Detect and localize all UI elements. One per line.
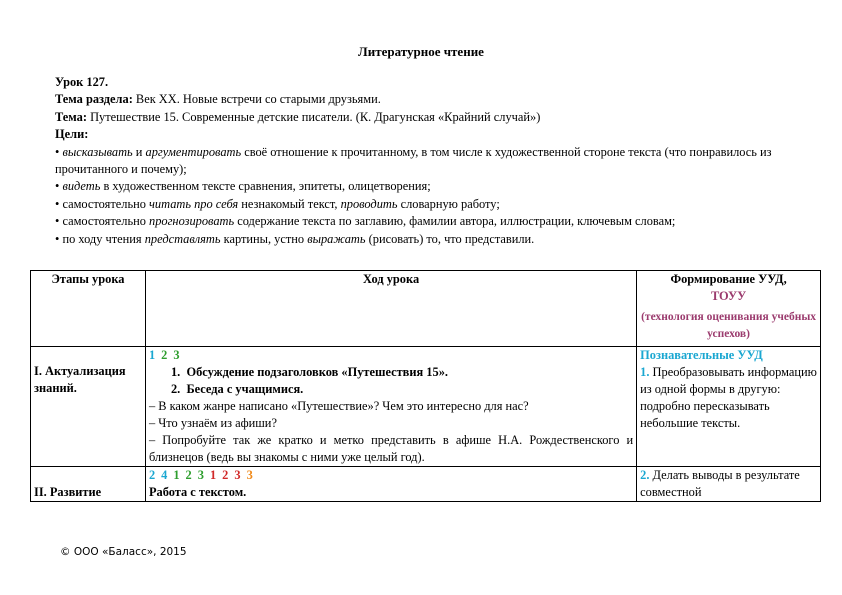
header-course: Ход урока <box>145 271 636 347</box>
stage-cell: I. Актуализация знаний. <box>31 347 146 467</box>
course-cell <box>145 347 636 467</box>
activity-list <box>149 364 633 398</box>
lesson-intro <box>55 74 790 248</box>
goals-label: Цели: <box>55 127 89 142</box>
uud-text: 2. Делать выводы в результате совместной <box>640 468 800 499</box>
uud-title: Познавательные УУД <box>640 348 763 362</box>
goal-item: • самостоятельно прогнозировать содержание текста по заглавию, фамилии автора, иллюстрации, ключевым словам; <box>55 214 676 229</box>
uud-text: 1. Преобразовывать информацию из одной формы в другую: подробно пересказывать небольшие тексты. <box>640 365 817 430</box>
goal-item: • видеть в художественном тексте сравнения, эпитеты, олицетворения; <box>55 179 431 194</box>
header-uud: Формирование УУД, ТОУУ (технология оценивания учебных успехов) <box>637 271 821 347</box>
list-item: 2. Беседа с учащимися. <box>170 382 304 396</box>
goal-item: • высказывать и аргументировать своё отношение к прочитанному, в том числе к художественной стороне текста (что понравилось из прочитанного и почему); <box>55 144 772 177</box>
work-title: Работа с текстом. <box>148 485 247 499</box>
uud-cell <box>637 347 821 467</box>
table-row <box>31 467 821 502</box>
stage-cell: II. Развитие <box>31 467 146 502</box>
topic-value: Путешествие 15. Современные детские писатели. (К. Драгунская «Крайний случай») <box>86 109 541 124</box>
question: – Попробуйте так же кратко и метко представить в афише Н.А. Рождественского и близнецов (ведь вы знакомы с ними уже целый год). <box>148 433 634 464</box>
question: – Что узнаём из афиши? <box>148 416 277 430</box>
header-stage: Этапы урока <box>31 271 146 347</box>
list-item: 1. Обсуждение подзаголовков «Путешествия 15». <box>170 365 448 379</box>
table-header-row <box>31 271 821 347</box>
course-cell <box>145 467 636 502</box>
section-value: Век XX. Новые встречи со старыми друзьями. <box>132 92 381 107</box>
group-numbers: 1 2 3 <box>148 348 180 362</box>
uud-cell <box>637 467 821 502</box>
question: – В каком жанре написано «Путешествие»? Чем это интересно для нас? <box>148 399 529 413</box>
table-row <box>31 347 821 467</box>
topic-line <box>55 109 790 126</box>
goal-item: • по ходу чтения представлять картины, устно выражать (рисовать) то, что представили. <box>55 231 535 246</box>
touu-label: ТОУУ <box>710 289 747 303</box>
section-label: Тема раздела: <box>55 92 133 107</box>
section-line <box>55 91 790 108</box>
lesson-table <box>30 270 821 502</box>
page-title: Литературное чтение <box>358 44 484 59</box>
topic-label: Тема: <box>55 109 87 124</box>
touu-full: (технология оценивания учебных успехов) <box>641 311 817 340</box>
group-numbers: 2 4 1 2 3 1 2 3 3 <box>148 468 253 482</box>
copyright-footer: © ООО «Баласс», 2015 <box>60 546 187 558</box>
lesson-number: Урок 127. <box>55 75 109 89</box>
goal-item: • самостоятельно читать про себя незнакомый текст, проводить словарную работу; <box>55 196 500 211</box>
